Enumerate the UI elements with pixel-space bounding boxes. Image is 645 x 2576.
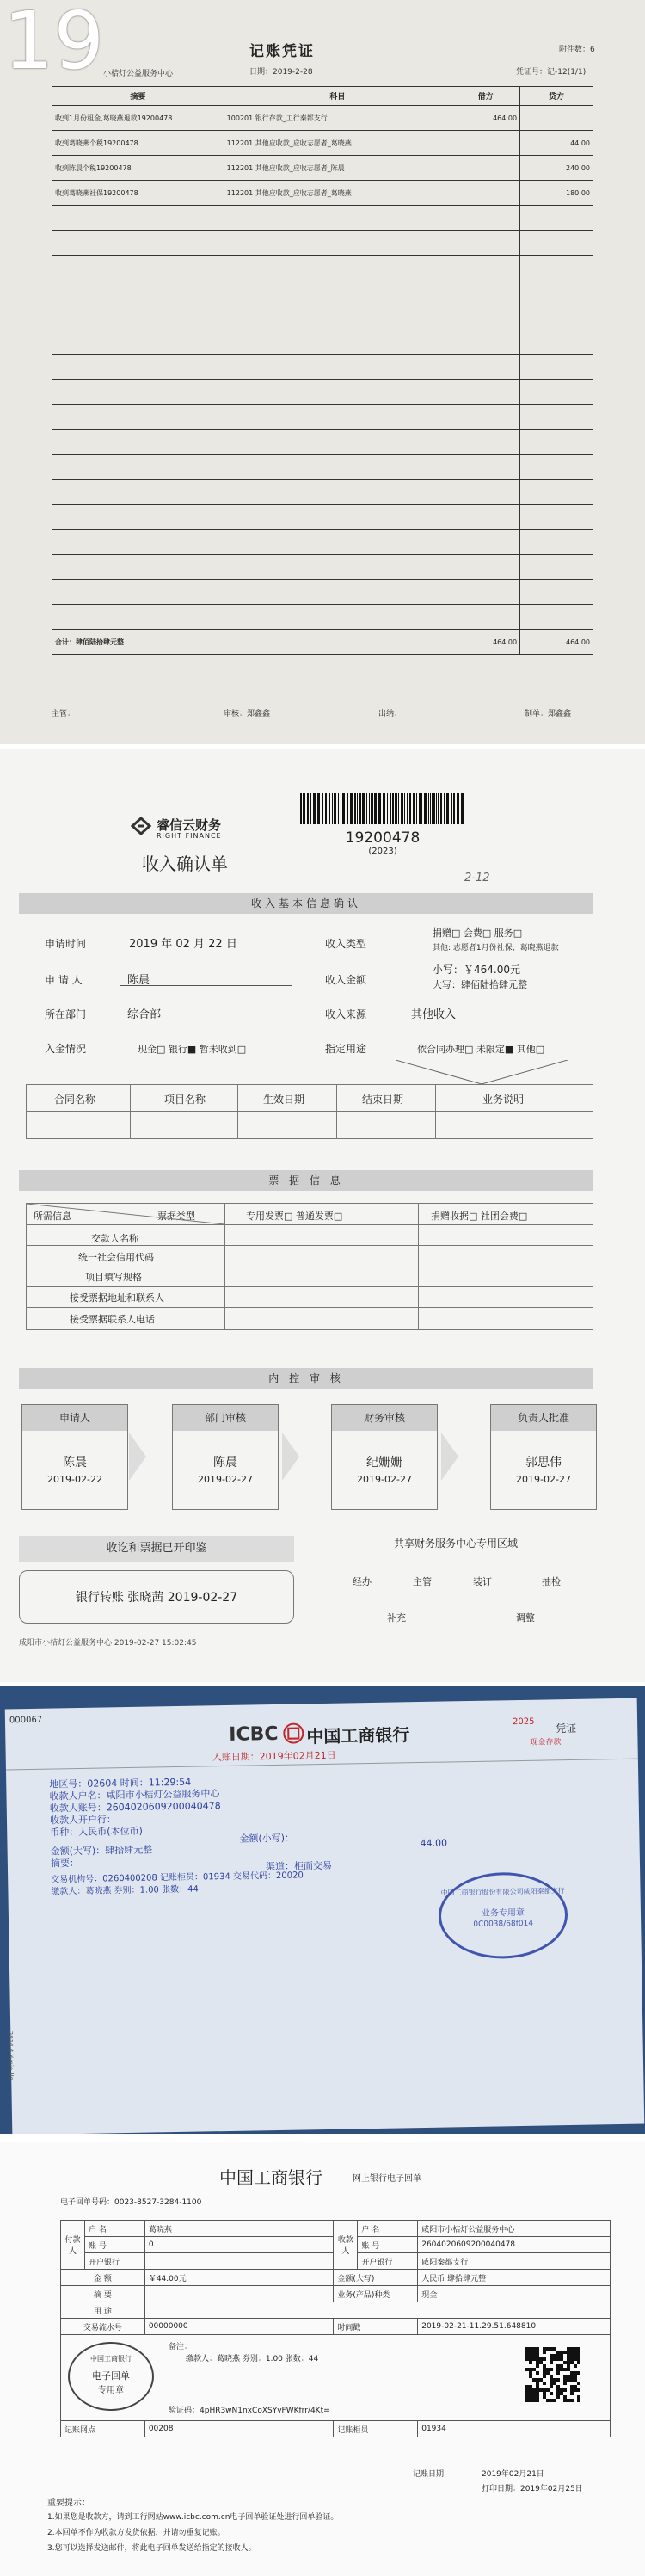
voucher-number: 凭证号：记-12(1/1) [516,68,587,77]
table-row-empty [52,206,593,231]
accounting-voucher [0,0,645,744]
invoice-table [26,1203,593,1330]
summary-label: 摘 要 [61,2286,145,2302]
table-row-empty [52,480,593,505]
receipt-stamp-bar: 收讫和票据已开印鉴 [19,1536,294,1562]
income-type-label: 收入类型 [325,938,367,950]
barcode-block [297,792,469,869]
dept-value: 综合部 [127,1008,162,1021]
contract-header-project: 项目名称 [164,1094,206,1106]
note-line: 2.本回单不作为收款方发货依据，并请勿重复记账。 [47,2529,225,2537]
total-debit: 464.00 [452,630,520,655]
page-number: 19 [3,0,105,87]
voucher-label: 凭证 [556,1722,577,1735]
icbc-emblem-icon [283,1722,304,1743]
table-row [52,156,593,181]
region-time: 地区号：02604 时间：11:29:54 [49,1776,192,1790]
contract-header-start: 生效日期 [263,1094,305,1106]
flow-step-head: 部门审核 [173,1405,278,1431]
table-row-empty [52,280,593,305]
flow-step-name: 纪姗姗 [366,1456,402,1470]
payee-acct: 2604020609200040478 [418,2237,611,2253]
receipt-bank-title: 中国工商银行 [219,2167,322,2188]
voucher-date: 日期：2019-2-28 [249,68,313,77]
payee-name-label: 户 名 [358,2221,418,2237]
row-debit: 464.00 [452,106,520,131]
table-row-empty [52,405,593,430]
flow-step-name: 陈晨 [213,1456,237,1470]
invoice-row-label: 接受票据联系人电话 [70,1314,155,1325]
invoice-info-bar: 票 据 信 息 [19,1170,593,1191]
row-summary: 收到陈晨个税19200478 [52,156,224,181]
flow-step-date: 2019-02-27 [357,1474,412,1485]
row-account: 112201 其他应收款_应收志愿者_葛晓燕 [224,131,452,156]
form-footer: 咸阳市小桔灯公益服务中心 2019-02-27 15:02:45 [19,1639,197,1648]
payee-name: 咸阳市小桔灯公益服务中心 [418,2221,611,2237]
amount-value: ￥44.00元 [144,2270,334,2286]
voucher-maker: 制单：郑鑫鑫 [525,710,572,718]
receipt-stamp-text: 银行转账 张晓茜 2019-02-27 [75,1591,238,1605]
table-row-empty [52,380,593,405]
verify-code: 验证码：4pHR3wN1nxCoXSYvFWKfrr/4Kt= [169,2407,330,2415]
handwritten-note: 2-12 [464,872,490,884]
receipt-notes-cell [61,2335,611,2421]
serial-label: 交易流水号 [61,2319,145,2335]
brand-logo-icon [129,816,153,836]
barcode-number: 19200478 [345,829,421,847]
seal-center: 业务专用章 [481,1907,525,1919]
table-row-empty [52,530,593,555]
row-account: 112201 其他应收款_应收志愿者_陈晨 [224,156,452,181]
slip-summary: 摘要： [50,1857,79,1870]
shared-item: 主管 [413,1576,432,1587]
flow-step-finance [331,1404,438,1510]
purpose-label: 指定用途 [325,1043,367,1055]
amount-big-value: 人民币 肆拾肆元整 [418,2270,611,2286]
icbc-electronic-receipt [0,2142,645,2576]
applicant-value: 陈晨 [127,974,150,987]
row-account: 100201 银行存款_工行秦都支行 [224,106,452,131]
barcode-year: (2023) [368,847,397,856]
income-source-value: 其他收入 [411,1008,457,1021]
dept-label: 所在部门 [45,1008,87,1020]
invoice-row-label: 统一社会信用代码 [78,1252,154,1263]
payer-bank-label: 开户银行 [84,2253,144,2270]
contract-header-desc: 业务说明 [482,1094,525,1106]
income-amount-label: 收入金额 [325,974,367,986]
flow-step-date: 2019-02-22 [47,1474,102,1485]
record-org-label: 记账网点 [61,2421,145,2437]
barcode-icon [297,792,469,826]
table-row-empty [52,580,593,605]
total-row [52,630,593,655]
income-type-options: 捐赠□ 会费□ 服务□ [433,927,523,939]
income-confirmation-form [0,749,645,1682]
table-row [52,106,593,131]
amount-small-label: 金额(小写)： [239,1832,295,1845]
receipt-note-2: 缴款人：葛晓燕 券别：1.00 张数：44 [186,2355,319,2363]
header-account: 科目 [224,87,452,106]
invoice-special-options: 专用发票□ 普通发票□ [246,1211,343,1222]
flow-step-date: 2019-02-27 [198,1474,253,1485]
invoice-row-label: 接受票据地址和联系人 [70,1292,164,1303]
summary-value [144,2286,334,2302]
row-credit [520,106,593,131]
income-source-label: 收入来源 [325,1008,367,1020]
table-row [52,131,593,156]
entry-date: 入账日期：2019年02月21日 [212,1749,336,1764]
row-debit [452,156,520,181]
total-credit: 464.00 [520,630,593,655]
brand-name: 睿信云财务 [157,817,222,833]
shared-item: 调整 [516,1612,535,1624]
row-credit: 180.00 [520,181,593,206]
apply-date-value: 2019 年 02 月 22 日 [129,938,237,951]
row-account: 112201 其他应收款_应收志愿者_葛晓燕 [224,181,452,206]
payee-bank: 收款人开户行： [49,1814,117,1827]
receipt-note-1: 备注： [169,2343,193,2351]
stamp-note: 现金存款 [530,1738,562,1747]
amount-big-label: 金额(大写) [334,2270,418,2286]
flow-step-approver [490,1404,597,1510]
contract-header-end: 结束日期 [362,1094,404,1106]
icbc-logo: ICBC [229,1722,279,1746]
teller: 01934 [418,2421,611,2437]
basic-info-bar: 收入基本信息确认 [19,893,593,914]
bank-name: 中国工商银行 [306,1724,410,1747]
receipt-seal-text: 电子回单 [92,2370,130,2382]
receipt-table [60,2220,611,2437]
row-summary: 收到葛晓燕个税19200478 [52,131,224,156]
seal-text: 中国工商银行股份有限公司咸阳秦都支行 [440,1887,565,1897]
invoice-donation-options: 捐赠收据□ 社团会费□ [431,1211,528,1222]
slip-side-text: 2014.4 Yunio.No. [6,2031,15,2082]
payer-name-label: 户 名 [84,2221,144,2237]
icbc-paper [5,1698,645,2134]
note-line: 1.如果您是收款方，请到工行网站www.icbc.com.cn电子回单验证处进行回单验证。 [47,2513,339,2522]
voucher-table [52,86,593,655]
shared-item: 经办 [353,1576,372,1587]
receipt-stamp-box [19,1570,294,1624]
teller-label: 记账柜员 [334,2421,418,2437]
total-label: 合计：肆佰陆拾肆元整 [52,630,452,655]
table-row-empty [52,231,593,256]
header-credit: 贷方 [520,87,593,106]
header-summary: 摘要 [52,87,224,106]
header-debit: 借方 [452,87,520,106]
notes-title: 重要提示： [47,2499,90,2508]
voucher-title: 记账凭证 [249,43,315,60]
qr-code-icon [525,2347,580,2402]
table-row-empty [52,305,593,330]
income-amount-big: 大写：肆佰陆拾肆元整 [433,979,527,990]
table-row-empty [52,355,593,380]
bank-seal [438,1871,568,1960]
biz-label: 业务(产品)种类 [334,2286,418,2302]
arrow-icon [441,1433,458,1481]
record-date-label: 记账日期 [413,2470,445,2479]
slip-code: 000067 [9,1715,43,1726]
payer-name: 葛晓燕 [144,2221,334,2237]
row-credit: 44.00 [520,131,593,156]
shared-item: 补充 [387,1612,406,1624]
flow-step-head: 负责人批准 [491,1405,596,1431]
table-row-empty [52,555,593,580]
txn-org: 交易机构号：0260400208 记账柜员：01934 交易代码：20020 [51,1870,304,1885]
voucher-supervisor: 主管： [52,710,76,718]
form-title: 收入确认单 [142,854,228,874]
flow-step-name: 郭思伟 [525,1456,562,1470]
note-line: 3.您可以选择发送邮件，将此电子回单发送给指定的接收人。 [47,2544,256,2553]
payer-line: 缴款人：葛晓燕 券别：1.00 张数：44 [51,1884,199,1897]
voucher-org: 小桔灯公益服务中心 [103,70,174,78]
time-label: 时间戳 [334,2319,418,2335]
payee-bank-label: 开户银行 [358,2253,418,2270]
amount-label: 金 额 [61,2270,145,2286]
voucher-reviewer: 审核：郑鑫鑫 [224,710,271,718]
invoice-row-label: 项目填写规格 [85,1272,142,1283]
amount-big: 金额(大写)：肆拾肆元整 [50,1844,153,1858]
row-summary: 收到葛晓燕社保19200478 [52,181,224,206]
brand-subtitle: RIGHT FINANCE [157,832,222,840]
receipt-seal-text: 中国工商银行 [90,2355,132,2363]
table-row-empty [52,455,593,480]
time-value: 2019-02-21-11.29.51.648810 [418,2319,611,2335]
purpose-options: 依合同办理□ 未限定■ 其他□ [417,1044,545,1055]
icbc-deposit-slip [0,1686,645,2134]
biz-value: 现金 [418,2286,611,2302]
record-date: 2019年02月21日 [482,2470,544,2479]
table-row-empty [52,256,593,280]
flow-step-dept [172,1404,279,1510]
table-row-empty [52,430,593,455]
receipt-seal [68,2342,154,2411]
flow-step-name: 陈晨 [63,1456,87,1470]
year-note: 2025 [512,1716,535,1728]
income-type-other: 其他: 志愿者1月份社保、葛晓燕退款 [433,944,559,952]
payee-bank: 咸阳秦都支行 [418,2253,611,2270]
payee-group-label: 收款人 [334,2221,358,2270]
account-status-label: 入金情况 [45,1043,87,1055]
internal-control-bar: 内 控 审 核 [19,1368,593,1389]
payer-acct-label: 账 号 [84,2237,144,2253]
applicant-label: 申 请 人 [45,974,83,986]
amount-small: 44.00 [420,1837,448,1850]
apply-date-label: 申请时间 [45,938,87,950]
payer-group-label: 付款人 [61,2221,85,2270]
purpose-label: 用 途 [61,2302,145,2319]
arrow-icon [282,1433,299,1481]
contract-table [26,1084,593,1139]
flow-step-head: 财务审核 [332,1405,437,1431]
flow-step-applicant [22,1404,128,1510]
print-date: 打印日期：2019年02月25日 [482,2485,583,2493]
voucher-attachments: 附件数：6 [559,46,595,54]
voucher-cashier: 出纳： [378,710,402,718]
seal-code: 0C0038/68f014 [473,1919,534,1929]
contract-header-name: 合同名称 [54,1094,96,1106]
currency: 币种：人民币(本位币) [50,1825,143,1839]
voucher-header-row [52,87,593,106]
arrow-icon [129,1433,146,1481]
shared-item: 抽检 [542,1576,561,1587]
table-row [52,181,593,206]
record-org: 00208 [144,2421,334,2437]
invoice-type-label: 票据类型 [157,1211,195,1222]
receipt-seal-text: 专用章 [98,2386,124,2395]
payer-bank [144,2253,334,2270]
flow-step-date: 2019-02-27 [516,1474,571,1485]
row-debit [452,181,520,206]
income-amount-small: 小写：￥464.00元 [433,964,520,976]
row-summary: 收到1月份租金,葛晓燕退款19200478 [52,106,224,131]
account-status-value: 现金□ 银行■ 暂未收到□ [138,1044,247,1055]
invoice-row-label: 交款人名称 [91,1233,138,1244]
invoice-needed-label: 所需信息 [34,1211,71,1222]
table-row-empty [52,505,593,530]
receipt-number: 电子回单号码：0023-8527-3284-1100 [60,2198,202,2207]
table-row-empty [52,330,593,355]
receipt-subtitle: 网上银行电子回单 [353,2174,421,2184]
payee-name: 收款人户名：咸阳市小桔灯公益服务中心 [49,1788,220,1803]
flow-step-head: 申请人 [22,1405,127,1431]
row-credit: 240.00 [520,156,593,181]
channel: 渠道：柜面交易 [265,1859,333,1873]
shared-center-title: 共享财务服务中心专用区域 [393,1538,518,1550]
serial-value: 00000000 [144,2319,334,2335]
connector-shape [396,1060,568,1086]
shared-item: 装订 [473,1576,492,1587]
payee-account: 收款人账号：2604020609200040478 [49,1800,221,1815]
payer-acct: 0 [144,2237,334,2253]
row-debit [452,131,520,156]
payee-acct-label: 账 号 [358,2237,418,2253]
table-row-empty [52,605,593,630]
